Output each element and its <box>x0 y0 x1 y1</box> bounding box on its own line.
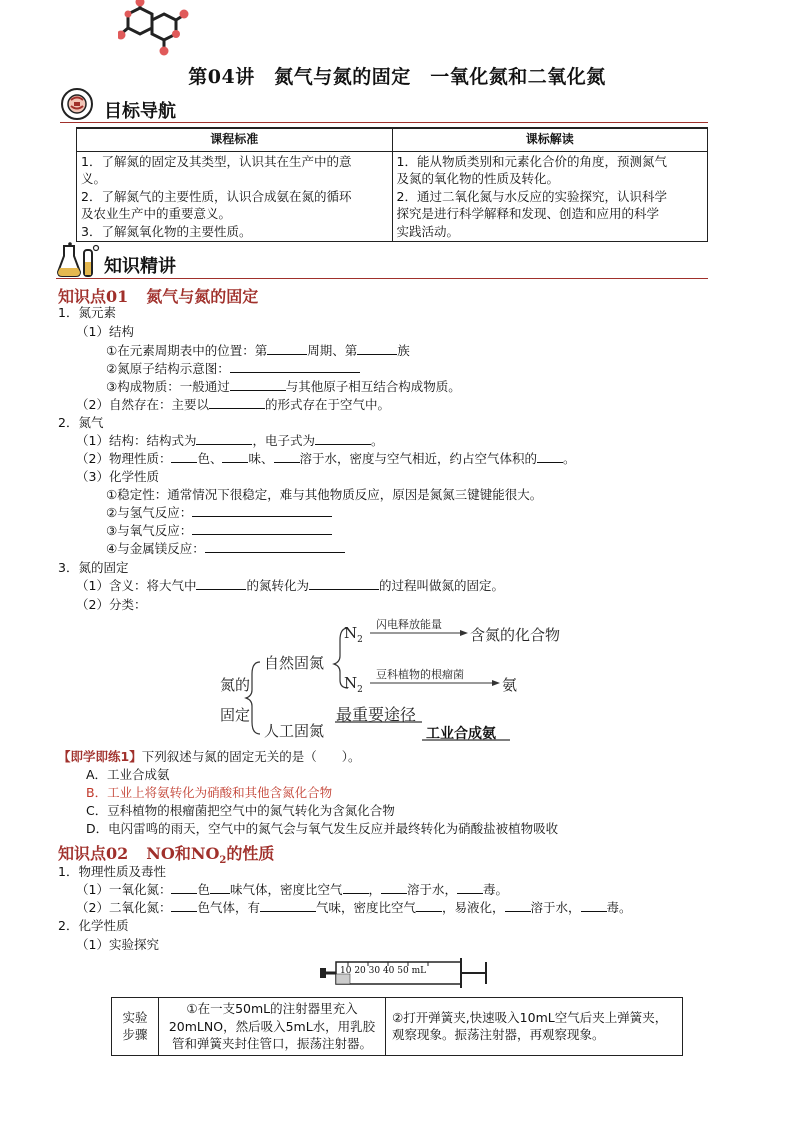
line-8: （1）结构：结构式为 ，电子式为 。 <box>76 433 384 448</box>
line-16: （1）含义：将大气中 的氮转化为 的过程叫做氮的固定。 <box>76 578 504 593</box>
diagram-arrow1-label: 闪电释放能量 <box>376 618 442 631</box>
experiment-step-1: ①在一支50mL的注射器里充入20mLNO，然后吸入5mL水，用乳胶管和弹簧夹封住管口，振荡注射器。 <box>159 998 386 1056</box>
experiment-step-2: ②打开弹簧夹,快速吸入10mL空气后夹上弹簧夹，观察现象。振荡注射器，再观察现象。 <box>386 998 683 1056</box>
diagram-arrow2-label: 豆科植物的根瘤菌 <box>376 668 464 681</box>
line-14: ④与金属镁反应： <box>106 540 345 558</box>
kp02-line-3: （2）二氧化氮： 色气体，有 气味，密度比空气 ，易液化， 溶于水， 毒。 <box>76 900 632 915</box>
line-10: （3）化学性质 <box>76 469 159 484</box>
diagram-result2: 氨 <box>502 676 518 694</box>
line-6: （2）自然存在：主要以 的形式存在于空气中。 <box>76 397 390 412</box>
line-9: （2）物理性质： 色、 味、 溶于水，密度与空气相近，约占空气体积的 。 <box>76 451 576 466</box>
line-2: （1）结构 <box>76 324 134 339</box>
standards-col2: 1．能从物质类别和元素化合价的角度，预测氮气 及氮的氧化物的性质及转化。 2．通过二氧化氮与水反应的实验探究，认识科学 探究是进行科学解释和发现、创造和应用的科学 实践活动。 <box>392 151 708 242</box>
section-goal-title: 目标导航 <box>104 101 176 122</box>
standards-header-2: 课标解读 <box>392 128 708 151</box>
practice-question: 【即学即练1】下列叙述与氮的固定无关的是（ ）。 <box>58 749 361 764</box>
section-knowledge-title: 知识精讲 <box>104 256 176 277</box>
practice-option-b: B．工业上将氨转化为硝酸和其他含氮化合物 <box>86 785 333 800</box>
line-17: （2）分类： <box>76 597 147 612</box>
line-5: ③构成物质：一般通过 与其他原子相互结合构成物质。 <box>106 379 461 394</box>
practice-option-c: C．豆科植物的根瘤菌把空气中的氮气转化为含氮化合物 <box>86 803 395 818</box>
practice-option-a: A．工业合成氨 <box>86 767 170 782</box>
molecule-logo <box>118 0 198 62</box>
syringe-scale: 10 20 30 40 50 mL <box>340 966 427 976</box>
section-knowledge-rule <box>56 278 708 279</box>
line-1: 1．氮元素 <box>58 305 116 320</box>
diagram-arrow3-label: 最重要途径 <box>336 705 417 724</box>
diagram-root-1: 氮的 <box>220 676 251 694</box>
line-3: ①在元素周期表中的位置：第 周期、第 族 <box>106 343 410 358</box>
standards-header-1: 课程标准 <box>77 128 393 151</box>
kp02-heading: 知识点02 NO和$NO_2$的性质 <box>58 844 275 867</box>
experiment-table <box>111 997 683 1056</box>
line-15: 3．氮的固定 <box>58 560 129 575</box>
diagram-result3: 工业合成氨 <box>426 726 496 742</box>
kp02-line-1: 1．物理性质及毒性 <box>58 864 166 879</box>
kp02-line-4: 2．化学性质 <box>58 918 129 933</box>
syringe-illustration <box>318 958 494 988</box>
line-12: ②与氢气反应： <box>106 504 332 522</box>
diagram-natural: 自然固氮 <box>264 654 325 672</box>
line-11: ①稳定性：通常情况下很稳定，难与其他物质反应，原因是氮氮三键键能很大。 <box>106 487 543 502</box>
standards-table <box>76 127 708 242</box>
flask-icon <box>56 242 100 278</box>
practice-option-d: D．电闪雷鸣的雨天，空气中的氮气会与氧气发生反应并最终转化为硝酸盐被植物吸收 <box>86 821 559 836</box>
line-4: ②氮原子结构示意图： <box>106 360 360 378</box>
diagram-artificial: 人工固氮 <box>264 722 325 740</box>
standards-col1: 1．了解氮的固定及其类型，认识其在生产中的意 义。 2．了解氮气的主要性质，认识合成氨在氮的循环 及农业生产中的重要意义。 3．了解氮氧化物的主要性质。 <box>77 151 393 242</box>
experiment-header: 实验步骤 <box>112 998 159 1056</box>
line-7: 2．氮气 <box>58 415 104 430</box>
target-icon <box>60 87 94 121</box>
diagram-n2-bottom: $N_2$ <box>344 674 363 695</box>
section-goal-rule <box>60 122 708 123</box>
kp02-line-2: （1）一氧化氮： 色 味气体，密度比空气 ， 溶于水， 毒。 <box>76 882 509 897</box>
kp01-heading: 知识点01 氮气与氮的固定 <box>58 287 259 306</box>
line-13: ③与氧气反应： <box>106 522 332 540</box>
diagram-n2-top: $N_2$ <box>344 624 363 645</box>
diagram-result1: 含氮的化合物 <box>470 626 561 644</box>
fixation-diagram <box>210 612 590 744</box>
page-title: 第04讲 氮气与氮的固定 一氧化氮和二氧化氮 <box>188 66 606 88</box>
kp02-line-5: （1）实验探究 <box>76 937 159 952</box>
diagram-root-2: 固定 <box>220 706 251 724</box>
